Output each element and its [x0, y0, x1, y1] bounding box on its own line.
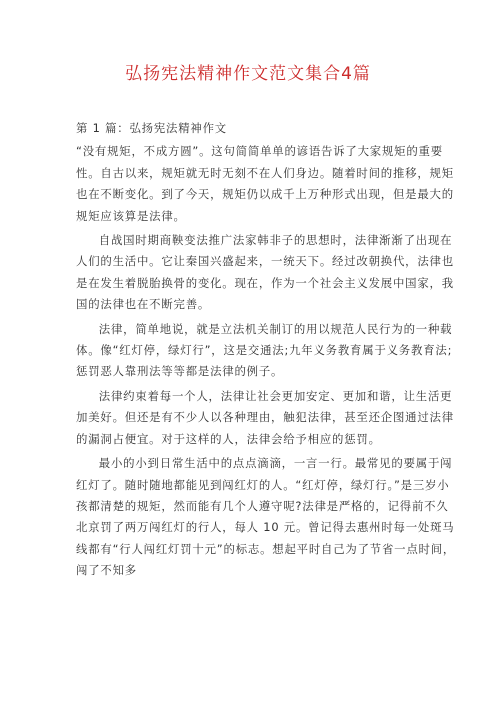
paragraph: 自战国时期商鞅变法推广法家韩非子的思想时，法律渐渐了出现在人们的生活中。它让秦国兴盛起来，一统天下。经过改朝换代，法律也是在发生着脱胎换骨的变化。现在，作为一个社会主义发展中国家，我国的法律也在不断完善。 — [76, 233, 454, 312]
section-heading: 第 1 篇：弘扬宪法精神作文 — [76, 121, 227, 135]
document-body — [76, 118, 456, 582]
paragraph: 法律，简单地说，就是立法机关制订的用以规范人民行为的一种载体。像“红灯停，绿灯行”，这是交通法;九年义务教育属于义务教育法;惩罚恶人靠刑法等等都是法律的例子。 — [76, 321, 453, 379]
paragraph: 法律约束着每一个人，法律让社会更加安定、更加和谐，让生活更加美好。但还是有不少人以各种理由，触犯法律，甚至还企图通过法律的漏洞占便宜。对于这样的人，法律会给予相应的惩罚。 — [76, 388, 454, 446]
paragraph: “没有规矩，不成方圆”。这句简简单单的谚语告诉了大家规矩的重要性。自古以来，规矩就无时无刻不在人们身边。随着时间的推移，规矩也在不断变化。到了今天，规矩仍以成千上万种形式出现，但是最大的规矩应该算是法律。 — [76, 144, 454, 223]
paragraph: 最小的小到日常生活中的点点滴滴，一言一行。最常见的要属于闯红灯了。随时随地都能见到闯红灯的人。“红灯停，绿灯行。”是三岁小孩都清楚的规矩，然而能有几个人遵守呢?法律是严格的，记得前不久北京罚了两万闯红灯的行人，每人 10 元。曾记得去惠州时每一处斑马线都有“行人闯红灯罚十元”的标志。想起平时自己为了节省一点时间，闯了不知多 — [76, 456, 456, 578]
document-title: 弘扬宪法精神作文范文集合4篇 — [125, 64, 371, 84]
